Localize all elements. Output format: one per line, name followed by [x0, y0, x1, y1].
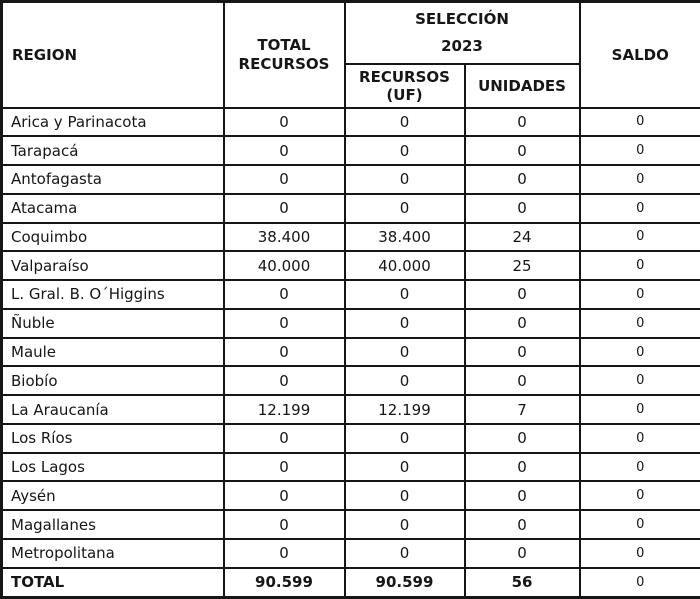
region-name: Valparaíso [2, 251, 224, 280]
table-row [2, 309, 700, 338]
recursos-uf-value: 0 [345, 453, 465, 482]
region-name: Magallanes [2, 510, 224, 539]
table-row [2, 136, 700, 165]
saldo-value: 0 [580, 424, 700, 453]
saldo-value: 0 [580, 280, 700, 309]
saldo-value: 0 [580, 338, 700, 367]
saldo-value: 0 [580, 223, 700, 252]
total-recursos-value: 38.400 [224, 223, 345, 252]
table-row [2, 251, 700, 280]
region-name: L. Gral. B. O´Higgins [2, 280, 224, 309]
unidades-value: 0 [465, 280, 580, 309]
table-row [2, 165, 700, 194]
saldo-value: 0 [580, 453, 700, 482]
unidades-value: 0 [465, 424, 580, 453]
total-recursos-value: 0 [224, 136, 345, 165]
recursos-uf-value: 0 [345, 280, 465, 309]
seleccion-label: SELECCIÓN [415, 10, 509, 29]
unidades-value: 0 [465, 194, 580, 223]
recursos-uf-value: 0 [345, 366, 465, 395]
recursos-uf-value: 0 [345, 108, 465, 137]
unidades-value: 0 [465, 338, 580, 367]
recursos-uf-value: 0 [345, 481, 465, 510]
total-recursos-value: 0 [224, 338, 345, 367]
unidades-value: 24 [465, 223, 580, 252]
region-name: Antofagasta [2, 165, 224, 194]
region-name: La Araucanía [2, 395, 224, 424]
total-recursos-value: 0 [224, 481, 345, 510]
recursos-uf-value: 0 [345, 165, 465, 194]
unidades-value: 0 [465, 453, 580, 482]
total-recursos-value: 0 [224, 309, 345, 338]
total-label: TOTAL [2, 568, 224, 598]
unidades-value: 0 [465, 510, 580, 539]
saldo-value: 0 [580, 165, 700, 194]
column-header-unidades: UNIDADES [465, 64, 580, 108]
recursos-uf-value: 0 [345, 338, 465, 367]
unidades-value: 0 [465, 481, 580, 510]
unidades-value: 0 [465, 165, 580, 194]
saldo-total: 0 [580, 568, 700, 598]
total-recursos-value: 0 [224, 510, 345, 539]
unidades-value: 0 [465, 136, 580, 165]
recursos-uf-value: 0 [345, 136, 465, 165]
table-row [2, 481, 700, 510]
table-row [2, 453, 700, 482]
unidades-value: 7 [465, 395, 580, 424]
total-recursos-value: 0 [224, 280, 345, 309]
saldo-value: 0 [580, 251, 700, 280]
region-name: Coquimbo [2, 223, 224, 252]
recursos-uf-value: 40.000 [345, 251, 465, 280]
region-name: Ñuble [2, 309, 224, 338]
total-recursos-value: 12.199 [224, 395, 345, 424]
region-name: Biobío [2, 366, 224, 395]
table-row [2, 539, 700, 568]
saldo-value: 0 [580, 481, 700, 510]
seleccion-year-label: 2023 [441, 37, 483, 56]
total-recursos-value: 0 [224, 539, 345, 568]
region-name: Tarapacá [2, 136, 224, 165]
saldo-value: 0 [580, 395, 700, 424]
region-name: Atacama [2, 194, 224, 223]
total-recursos-value: 0 [224, 453, 345, 482]
total-recursos-value: 0 [224, 108, 345, 137]
saldo-value: 0 [580, 136, 700, 165]
column-group-header-seleccion-2023 [345, 2, 580, 64]
unidades-total: 56 [465, 568, 580, 598]
region-name: Metropolitana [2, 539, 224, 568]
recursos-uf-value: 0 [345, 194, 465, 223]
total-recursos-value: 0 [224, 366, 345, 395]
header-row [2, 2, 700, 64]
table-row [2, 395, 700, 424]
table-row [2, 223, 700, 252]
saldo-value: 0 [580, 510, 700, 539]
table-row [2, 366, 700, 395]
table-row [2, 108, 700, 137]
saldo-value: 0 [580, 194, 700, 223]
total-recursos-value: 0 [224, 165, 345, 194]
table-row [2, 424, 700, 453]
unidades-value: 25 [465, 251, 580, 280]
column-header-region: REGION [2, 2, 224, 108]
unidades-value: 0 [465, 108, 580, 137]
region-name: Los Ríos [2, 424, 224, 453]
column-header-total-recursos: TOTAL RECURSOS [224, 2, 345, 108]
region-name: Los Lagos [2, 453, 224, 482]
region-name: Arica y Parinacota [2, 108, 224, 137]
recursos-uf-value: 0 [345, 309, 465, 338]
recursos-uf-value: 12.199 [345, 395, 465, 424]
recursos-uf-value: 0 [345, 539, 465, 568]
total-row [2, 568, 700, 598]
column-header-recursos-uf: RECURSOS (UF) [345, 64, 465, 108]
total-recursos-total: 90.599 [224, 568, 345, 598]
column-header-saldo: SALDO [580, 2, 700, 108]
table-row [2, 194, 700, 223]
saldo-value: 0 [580, 108, 700, 137]
recursos-uf-value: 38.400 [345, 223, 465, 252]
unidades-value: 0 [465, 366, 580, 395]
total-recursos-value: 0 [224, 424, 345, 453]
recursos-uf-value: 0 [345, 424, 465, 453]
saldo-value: 0 [580, 539, 700, 568]
table-row [2, 510, 700, 539]
saldo-value: 0 [580, 309, 700, 338]
recursos-uf-total: 90.599 [345, 568, 465, 598]
region-name: Maule [2, 338, 224, 367]
table-row [2, 280, 700, 309]
total-recursos-value: 40.000 [224, 251, 345, 280]
unidades-value: 0 [465, 309, 580, 338]
saldo-value: 0 [580, 366, 700, 395]
region-name: Aysén [2, 481, 224, 510]
total-recursos-value: 0 [224, 194, 345, 223]
recursos-uf-value: 0 [345, 510, 465, 539]
unidades-value: 0 [465, 539, 580, 568]
table-row [2, 338, 700, 367]
